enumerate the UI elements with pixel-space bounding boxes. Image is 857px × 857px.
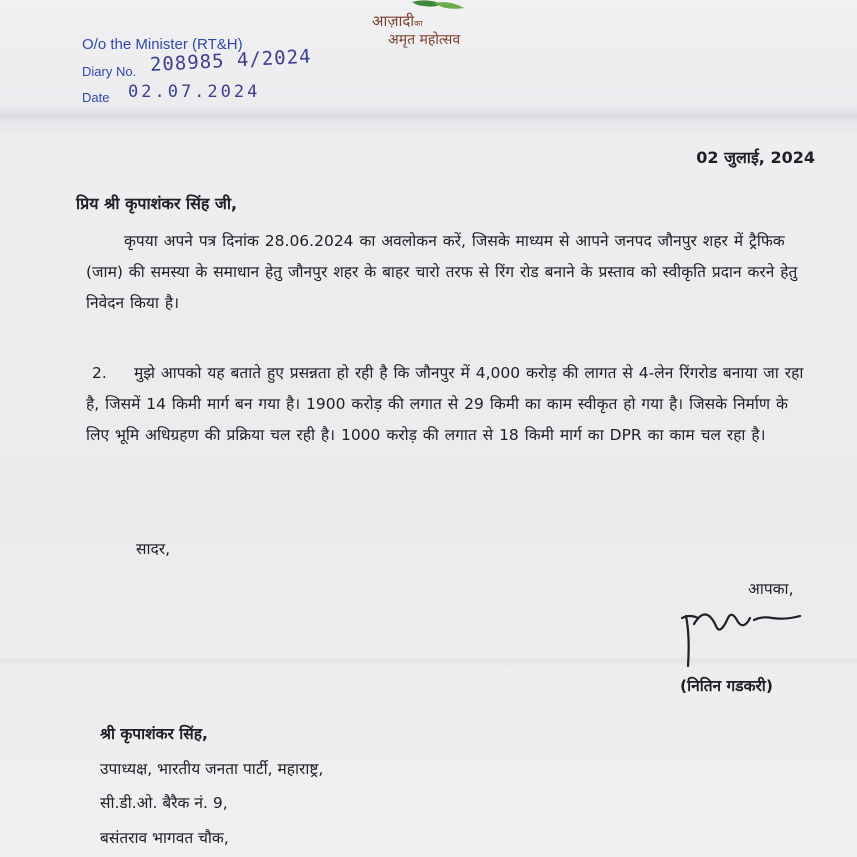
- address-designation: उपाध्यक्ष, भारतीय जनता पार्टी, महाराष्ट्र,: [100, 760, 324, 778]
- signer-name: (नितिन गडकरी): [680, 677, 773, 695]
- paragraph-2: [86, 358, 816, 451]
- address-line: सी.डी.ओ. बैरैक नं. 9,: [100, 794, 228, 812]
- salutation: प्रिय श्री कृपाशंकर सिंह जी,: [76, 194, 238, 213]
- signature: [676, 596, 806, 672]
- paper-fold: [0, 108, 857, 122]
- office-stamp: O/o the Minister (RT&H): [82, 36, 243, 53]
- letter-date: 02 जुलाई, 2024: [696, 148, 815, 167]
- logo-subtext: अमृत महोत्सव: [388, 32, 461, 48]
- closing: सादर,: [136, 540, 170, 558]
- stamp-date-label: Date: [82, 90, 110, 105]
- address-name: श्री कृपाशंकर सिंह,: [100, 725, 208, 743]
- diary-number: 208985 4/2024: [149, 45, 313, 76]
- diary-label: Diary No.: [82, 64, 137, 79]
- logo-text: आज़ादीका: [372, 12, 423, 30]
- yours-line: आपका,: [748, 580, 794, 598]
- address-line: बसंतराव भागवत चौक,: [100, 829, 229, 847]
- stamp-date-value: 02.07.2024: [128, 82, 261, 102]
- paragraph-1: [86, 226, 816, 319]
- paragraph-2-text: मुझे आपको यह बताते हुए प्रसन्नता हो रही है कि जौनपुर में 4,000 करोड़ की लागत से 4-लेन रिंगरोड बनाया जा रहा है, जिसमें 14 किमी मार्ग बन गया है। 1900 करोड़ की लगात से 29 किमी का काम स्वीकृत हो गया है। जिसके निर्माण के लिए भूमि अधिग्रहण की प्रक्रिया चल रही है। 1000 करोड़ की लगात से 18 किमी मार्ग का DPR का काम चल रहा है।: [86, 364, 804, 444]
- paragraph-1-text: कृपया अपने पत्र दिनांक 28.06.2024 का अवलोकन करें, जिसके माध्यम से आपने जनपद जौनपुर शहर में ट्रैफिक (जाम) की समस्या के समाधान हेतु जौनपुर शहर के बाहर चारो तरफ से रिंग रोड बनाने के प्रस्ताव को स्वीकृति प्रदान करने हेतु निवेदन किया है।: [86, 232, 798, 312]
- paragraph-number: 2.: [92, 364, 107, 382]
